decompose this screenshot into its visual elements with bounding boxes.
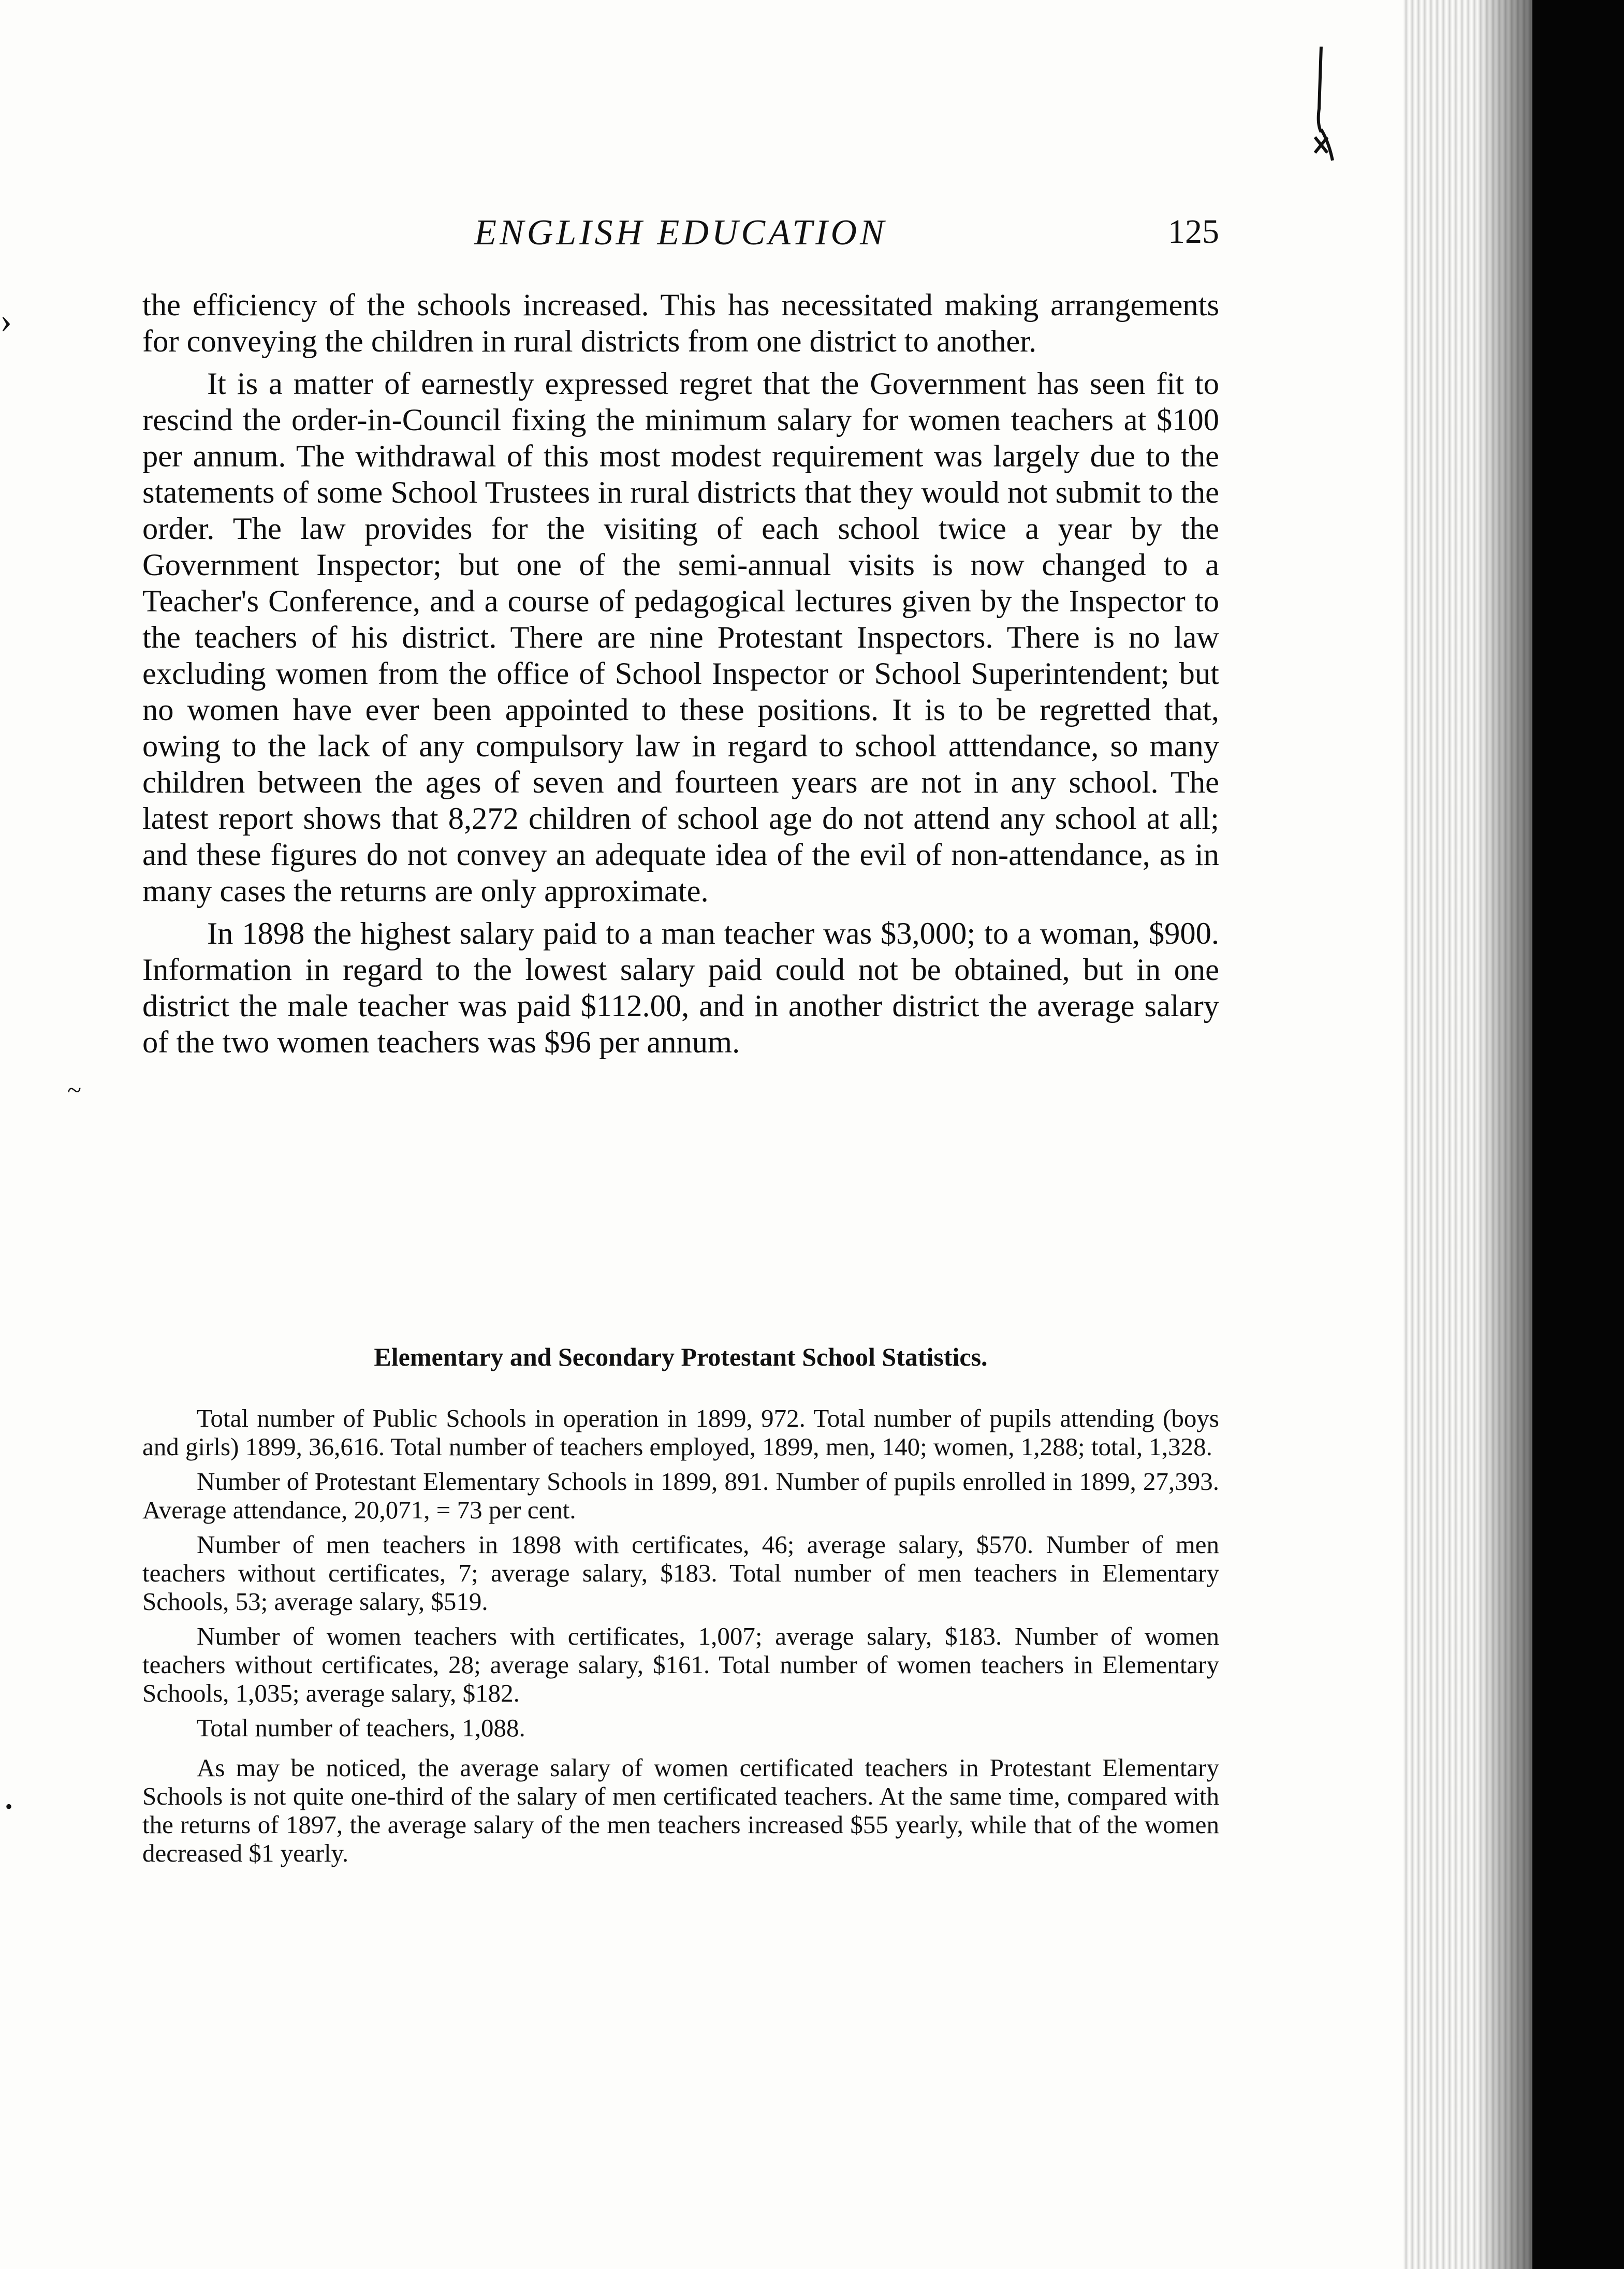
statistics-paragraph: Total number of Public Schools in operation in 1899, 972. Total number of pupils attending (boys and girls) 1899, 36,616. Total number of teachers employed, 1899, men, 140; women, 1,288; total, 1,328. <box>142 1404 1219 1461</box>
statistics-paragraph: Number of women teachers with certificates, 1,007; average salary, $183. Number of women teachers without certificates, 28; average salary, $161. Total number of women teachers in Elementary Schools, 1,035; average salary, $182. <box>142 1622 1219 1707</box>
section-heading: Elementary and Secondary Protestant School Statistics. <box>374 1342 988 1371</box>
body-text <box>142 287 1219 1067</box>
statistics-paragraph: Number of Protestant Elementary Schools in 1899, 891. Number of pupils enrolled in 1899, 27,393. Average attendance, 20,071, = 73 per cent. <box>142 1467 1219 1524</box>
paragraph: In 1898 the highest salary paid to a man teacher was $3,000; to a woman, $900. Information in regard to the lowest salary paid could not be obtained, but in one district the male teacher was paid $112.00, and in another district the average salary of the two women teachers was $96 per annum. <box>142 916 1219 1060</box>
page-number: 125 <box>1168 213 1219 251</box>
paragraph: It is a matter of earnestly expressed regret that the Government has seen fit to rescind the order-in-Council fixing the minimum salary for women teachers at $100 per annum. The withdrawal of this most modest requirement was largely due to the statements of some School Trustees in rural districts that they would not submit to the order. The law provides for the visiting of each school twice a year by the Government Inspector; but one of the semi-annual visits is now changed to a Teacher's Conference, and a course of pedagogical lectures given by the Inspector to the teachers of his district. There are nine Protestant Inspectors. There is no law excluding women from the office of School Inspector or School Superintendent; but no women have ever been appointed to these positions. It is to be regretted that, owing to the lack of any compulsory law in regard to school atttendance, so many children between the ages of seven and fourteen years are not in any school. The latest report shows that 8,272 children of school age do not attend any school at all; and these figures do not convey an adequate idea of the evil of non-attendance, as in many cases the returns are only approximate. <box>142 367 1219 909</box>
page-edge-shadow <box>1403 0 1532 2269</box>
statistics-paragraph: Number of men teachers in 1898 with certificates, 46; average salary, $570. Number of men teachers without certificates, 7; average salary, $183. Total number of men teachers in Elementary Schools, 53; average salary, $519. <box>142 1530 1219 1616</box>
bookmark-ribbon-mark <box>1306 47 1337 166</box>
margin-speck-mark: • <box>5 1795 13 1818</box>
margin-speck-mark: ~ <box>67 1075 82 1104</box>
running-head: ENGLISH EDUCATION <box>474 213 887 253</box>
margin-tick-mark: › <box>0 301 12 341</box>
closing-paragraph: As may be noticed, the average salary of women certificated teachers in Protestant Elementary Schools is not quite one-third of the salary of men certificated teachers. At the same time, compared with the returns of 1897, the average salary of the men teachers increased $55 yearly, while that of the women decreased $1 yearly. <box>142 1753 1219 1867</box>
page-header <box>142 212 1219 269</box>
paragraph: the efficiency of the schools increased. This has necessitated making arrangements for conveying the children in rural districts from one district to another. <box>142 288 1219 359</box>
statistics-section <box>142 1404 1219 1873</box>
statistics-paragraph: Total number of teachers, 1,088. <box>197 1714 525 1742</box>
